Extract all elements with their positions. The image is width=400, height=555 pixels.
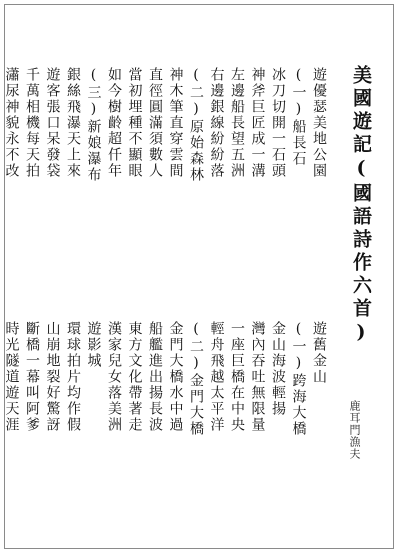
- poem-line: 如今樹齡超仟年: [106, 67, 122, 179]
- poem-line: 遊影城: [85, 321, 102, 369]
- poem-heading: 遊舊金山: [311, 321, 327, 385]
- poem-line: 輕舟飛越太平洋: [208, 321, 225, 433]
- poem-subtitle: (一)船長石: [290, 67, 307, 167]
- poem-line: 金山海波輕揚: [270, 321, 286, 417]
- poem-line: 當初埋種不顯眼: [126, 67, 143, 179]
- poem-line: 銀絲飛瀑天上來: [65, 67, 81, 179]
- poem-line: 瀟尿神貌永不改: [3, 67, 20, 179]
- poem-heading: 遊優瑟美地公園: [311, 67, 327, 179]
- poem-line: 斷橋一幕叫阿爹: [24, 321, 40, 433]
- poem-line: 船艦進出揚長波: [147, 321, 163, 433]
- poem-line: 神斧巨匠成一溝: [249, 67, 266, 179]
- poem-line: 一座巨橋在中央: [229, 321, 245, 433]
- poem-line: 東方文化帶著走: [126, 321, 143, 433]
- poem-subtitle: (二)原始森林: [188, 67, 204, 183]
- poem-line: 山崩地裂好驚訝: [44, 321, 61, 433]
- poem-subtitle: (一)跨海大橋: [290, 321, 307, 437]
- poem-line: 神木筆直穿雲間: [167, 67, 184, 179]
- author-byline: 鹿耳門漁夫: [348, 400, 361, 460]
- poem-line: 直徑圓滿須數人: [147, 67, 163, 179]
- poem-line: 冰刀切開一石頭: [270, 67, 286, 179]
- poem-subtitle: (三)新娘瀑布: [85, 67, 102, 183]
- poem-subtitle: (二)金門大橋: [188, 321, 204, 437]
- poem-line: 右邊銀線紛紛落: [208, 67, 225, 179]
- poem-line: 環球拍片均作假: [65, 321, 81, 433]
- poem-line: 遊客張口呆發袋: [44, 67, 61, 179]
- poem-line: 千萬相機每天拍: [24, 67, 40, 179]
- document-title: 美國遊記(國語詩作六首): [350, 65, 372, 347]
- poem-line: 漢家兒女落美洲: [106, 321, 122, 433]
- poem-line: 左邊船長望五洲: [229, 67, 245, 179]
- poem-line: 金門大橋水中過: [167, 321, 184, 433]
- document-page: [4, 4, 394, 549]
- poem-line: 時光隧道遊天涯: [3, 321, 20, 433]
- poem-line: 灣內吞吐無限量: [249, 321, 266, 433]
